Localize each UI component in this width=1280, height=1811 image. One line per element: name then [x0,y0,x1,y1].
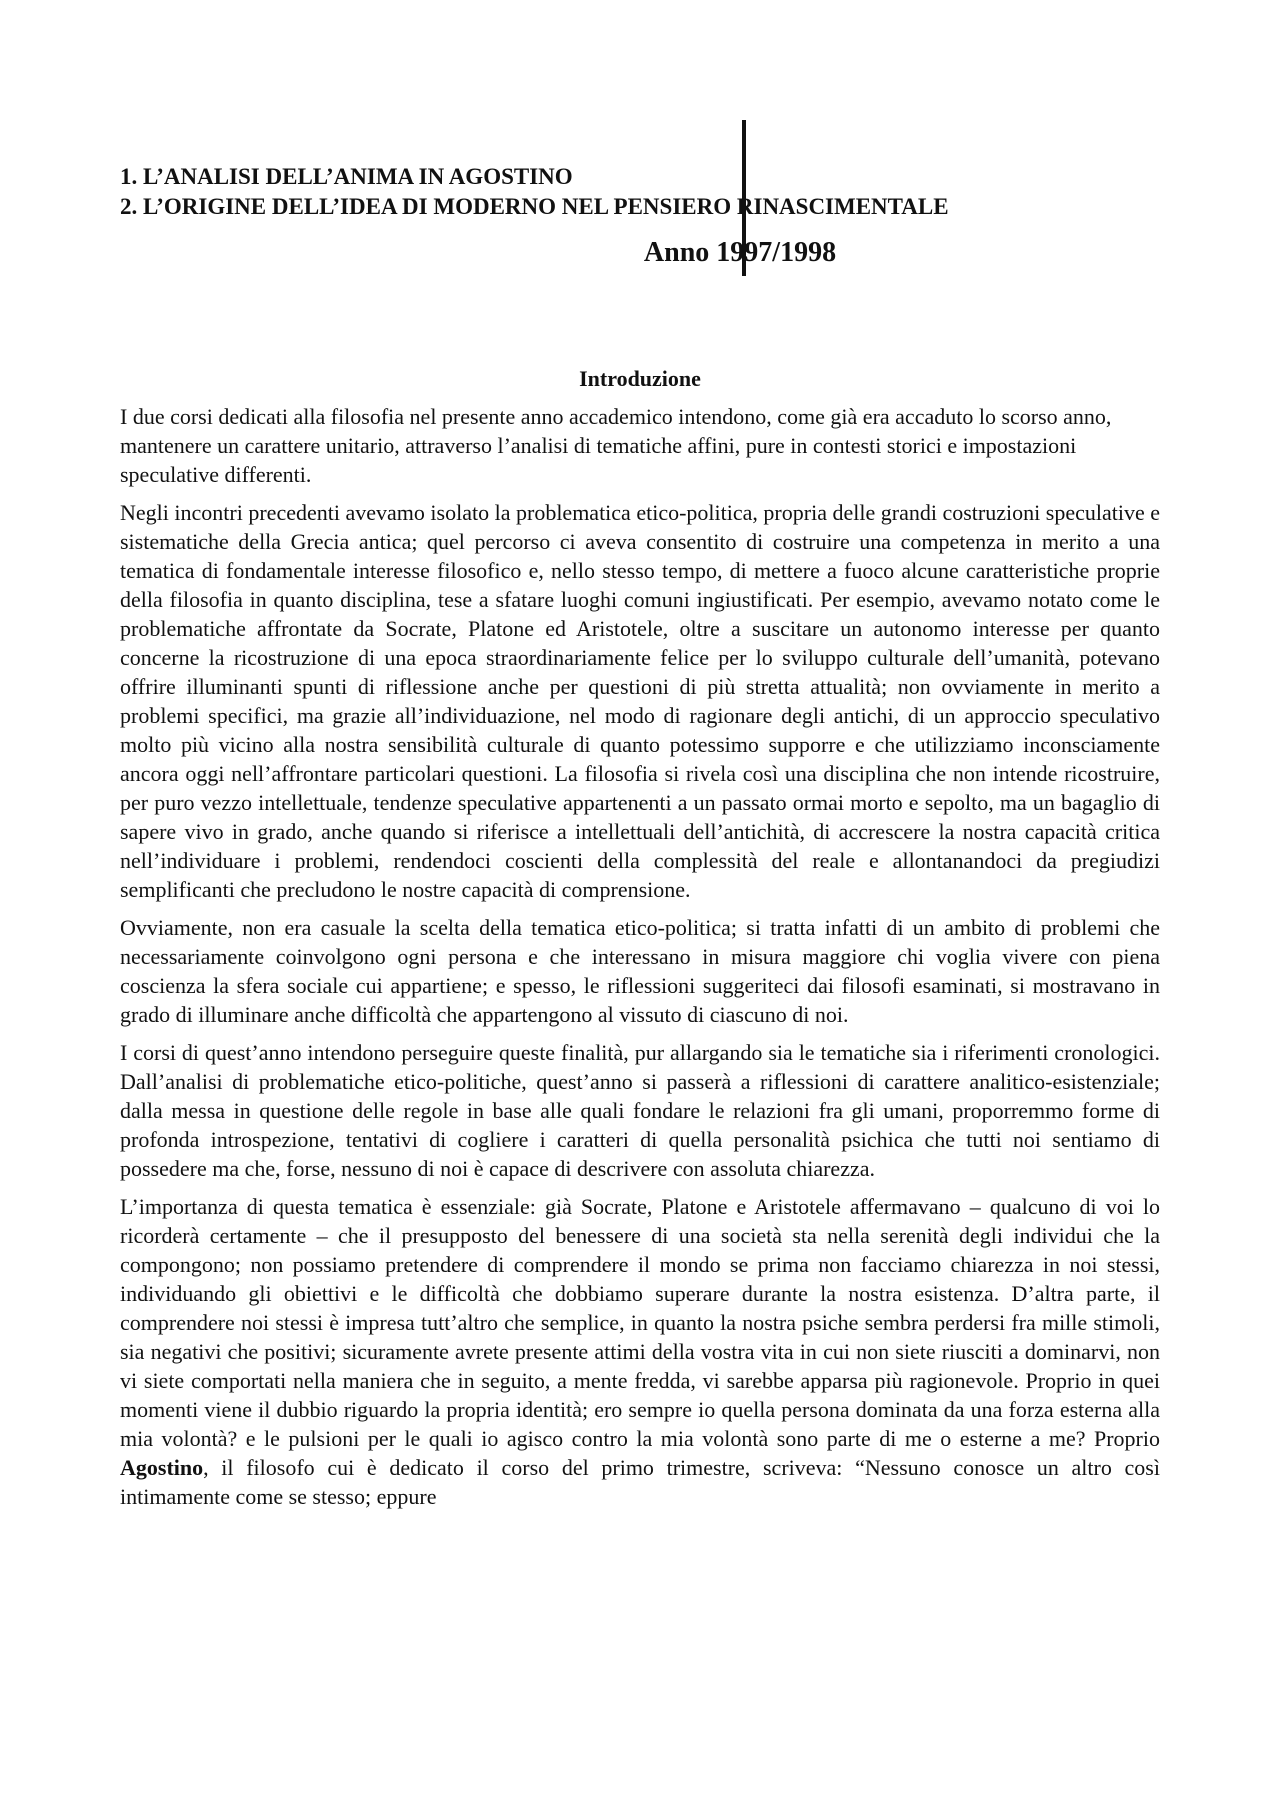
paragraph-4: I corsi di quest’anno intendono perseguire queste finalità, pur allargando sia le tematiche sia i riferimenti cronologici. Dall’analisi di problematiche etico-politiche, quest’anno si passerà a riflessioni di carattere analitico-esistenziale; dalla messa in questione delle regole in base alle quali fondare le relazioni fra gli umani, proporremmo forme di profonda introspezione, tentativi di cogliere i caratteri di quella personalità psichica che tutti noi sentiamo di possedere ma che, forse, nessuno di noi è capace di descrivere con assoluta chiarezza. [120,1040,1160,1181]
paragraph-5-text-b: , il filosofo cui è dedicato il corso del primo trimestre, scriveva: “Nessuno conosce un altro così intimamente come se stesso; eppure [120,1455,1160,1509]
paragraph-3: Ovviamente, non era casuale la scelta della tematica etico-politica; si tratta infatti di un ambito di problemi che necessariamente coinvolgono ogni persona e che interessano in misura maggiore chi voglia vivere con piena coscienza la sfera sociale cui appartiene; e spesso, le riflessioni suggeriteci dai filosofi esaminati, si mostravano in grado di illuminare anche difficoltà che appartengono al vissuto di ciascuno di noi. [120,915,1160,1027]
course-title-1: 1. L’ANALISI DELL’ANIMA IN AGOSTINO [120,164,573,189]
document-body [120,402,1160,1520]
agostino-bold: Agostino [120,1455,204,1480]
section-title: Introduzione [579,366,701,391]
paragraph-5 [120,1192,1160,1511]
academic-year: Anno 1997/1998 [643,237,837,268]
paragraph-2: Negli incontri precedenti avevamo isolato la problematica etico-politica, propria delle grandi costruzioni speculative e sistematiche della Grecia antica; quel percorso ci aveva consentito di costruire una competenza in merito a una tematica di fondamentale interesse filosofico e, nello stesso tempo, di mettere a fuoco alcune caratteristiche proprie della filosofia in quanto disciplina, tese a sfatare luoghi comuni ingiustificati. Per esempio, avevamo notato come le problematiche affrontate da Socrate, Platone ed Aristotele, oltre a suscitare un autonomo interesse per quanto concerne la ricostruzione di una epoca straordinariamente felice per lo sviluppo culturale dell’umanità, potevano offrire illuminanti spunti di riflessione anche per questioni di più stretta attualità; non ovviamente in merito a problemi specifici, ma grazie all’individuazione, nel modo di ragionare degli antichi, di un approccio speculativo molto più vicino alla nostra sensibilità culturale di quanto potessimo supporre e che utilizziamo inconsciamente ancora oggi nell’affrontare particolari questioni. La filosofia si rivela così una disciplina che non intende ricostruire, per puro vezzo intellettuale, tendenze speculative appartenenti a un passato ormai morto e sepolto, ma un bagaglio di sapere vivo in grado, anche quando si riferisce a intellettuali dell’antichità, di accrescere la nostra capacità critica nell’individuare i problemi, rendendoci coscienti della complessità del reale e allontanandoci da pregiudizi semplificanti che precludono le nostre capacità di comprensione. [120,500,1160,902]
paragraph-1: I due corsi dedicati alla filosofia nel presente anno accademico intendono, come già era accaduto lo scorso anno, mantenere un carattere unitario, attraverso l’analisi di tematiche affini, pure in contesti storici e impostazioni speculative differenti. [120,404,1112,487]
paragraph-5-text-a: L’importanza di questa tematica è essenziale: già Socrate, Platone e Aristotele affermavano – qualcuno di voi lo ricorderà certamente – che il presupposto del benessere di una società sta nella serenità degli individui che la compongono; non possiamo pretendere di comprendere il mondo se prima non facciamo chiarezza in noi stessi, individuando gli obiettivi e le difficoltà che dobbiamo superare durante la nostra esistenza. D’altra parte, il comprendere noi stessi è impresa tutt’altro che semplice, in quanto la nostra psiche sembra perdersi fra mille stimoli, sia negativi che positivi; sicuramente avrete presente attimi della vostra vita in cui non siete riusciti a dominarvi, non vi siete comportati nella maniera che in seguito, a mente fredda, vi sarebbe apparsa più ragionevole. Proprio in quei momenti viene il dubbio riguardo la propria identità; ero sempre io quella persona dominata da una forza esterna alla mia volontà? e le pulsioni per le quali io agisco contro la mia volontà sono parte di me o esterne a me? Proprio [120,1194,1160,1451]
document-header [120,162,1120,222]
course-title-2: 2. L’ORIGINE DELL’IDEA DI MODERNO NEL PENSIERO RINASCIMENTALE [120,194,949,219]
